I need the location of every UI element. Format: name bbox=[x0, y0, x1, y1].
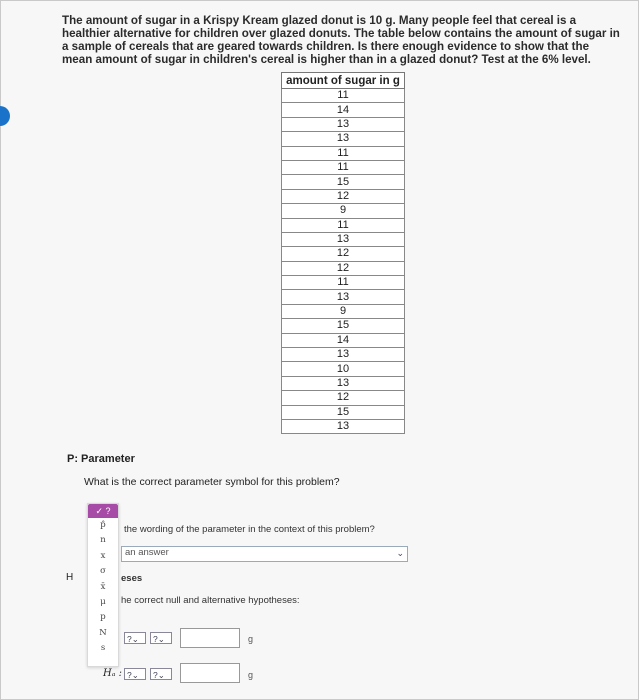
table-row bbox=[282, 189, 405, 203]
hypotheses-heading-letter: H bbox=[66, 572, 74, 583]
table-cell: 14 bbox=[282, 103, 405, 117]
h0-param-dropdown[interactable]: ?⌄ bbox=[124, 632, 146, 644]
table-row bbox=[282, 175, 405, 189]
table-cell: 14 bbox=[282, 333, 405, 347]
answer-select[interactable] bbox=[121, 546, 408, 562]
table-cell: 11 bbox=[282, 146, 405, 160]
hypotheses-heading: eses bbox=[121, 573, 143, 584]
table-row bbox=[282, 218, 405, 232]
table-row bbox=[282, 117, 405, 131]
table-header: amount of sugar in g bbox=[282, 73, 405, 89]
table-row bbox=[282, 348, 405, 362]
table-cell: 13 bbox=[282, 117, 405, 131]
table-row bbox=[282, 103, 405, 117]
ha-unit: g bbox=[248, 670, 254, 680]
table-cell: 15 bbox=[282, 319, 405, 333]
ha-operator-value: ? bbox=[153, 670, 158, 680]
table-cell: 13 bbox=[282, 232, 405, 246]
hypotheses-instruction: he correct null and alternative hypotheses: bbox=[121, 595, 300, 606]
palette-header[interactable]: ✓ ? bbox=[88, 504, 118, 518]
table-row bbox=[282, 204, 405, 218]
ha-label: Hₐ : bbox=[103, 668, 123, 679]
palette-symbol[interactable]: μ bbox=[100, 596, 106, 607]
palette-symbol[interactable]: σ bbox=[100, 566, 106, 577]
chevron-down-icon: ⌄ bbox=[396, 548, 404, 558]
h0-operator-dropdown[interactable]: ?⌄ bbox=[150, 632, 172, 644]
section-label: P: Parameter bbox=[67, 453, 135, 465]
table-cell: 12 bbox=[282, 189, 405, 203]
ha-value-input[interactable] bbox=[180, 663, 240, 683]
table-cell: 10 bbox=[282, 362, 405, 376]
parameter-question: What is the correct parameter symbol for this problem? bbox=[84, 476, 340, 488]
h0-operator-value: ? bbox=[153, 634, 158, 644]
palette-symbol[interactable]: x̄ bbox=[100, 581, 106, 592]
table-cell: 15 bbox=[282, 405, 405, 419]
table-row bbox=[282, 290, 405, 304]
table-row bbox=[282, 319, 405, 333]
table-row bbox=[282, 405, 405, 419]
table-cell: 15 bbox=[282, 175, 405, 189]
table-row bbox=[282, 247, 405, 261]
ha-operator-dropdown[interactable]: ?⌄ bbox=[150, 668, 172, 680]
table-cell: 9 bbox=[282, 204, 405, 218]
table-row bbox=[282, 376, 405, 390]
palette-symbol[interactable]: x bbox=[100, 550, 106, 561]
table-row bbox=[282, 362, 405, 376]
table-cell: 12 bbox=[282, 391, 405, 405]
table-cell: 13 bbox=[282, 419, 405, 433]
h0-value-input[interactable] bbox=[180, 628, 240, 648]
table-row bbox=[282, 89, 405, 103]
palette-symbol[interactable]: p̂ bbox=[100, 520, 106, 530]
h0-param-value: ? bbox=[127, 634, 132, 644]
table-cell: 13 bbox=[282, 290, 405, 304]
table-cell: 13 bbox=[282, 132, 405, 146]
table-row bbox=[282, 146, 405, 160]
symbol-palette bbox=[87, 503, 119, 667]
table-row bbox=[282, 132, 405, 146]
palette-symbol[interactable]: p bbox=[100, 612, 106, 623]
table-row bbox=[282, 304, 405, 318]
table-row bbox=[282, 232, 405, 246]
table-cell: 12 bbox=[282, 247, 405, 261]
h0-unit: g bbox=[248, 634, 254, 644]
ha-param-value: ? bbox=[127, 670, 132, 680]
table-cell: 11 bbox=[282, 89, 405, 103]
palette-symbol[interactable]: N bbox=[99, 627, 107, 638]
table-row bbox=[282, 160, 405, 174]
answer-select-value: an answer bbox=[125, 547, 169, 558]
palette-symbol[interactable]: s bbox=[100, 643, 106, 654]
table-row bbox=[282, 261, 405, 275]
table-cell: 12 bbox=[282, 261, 405, 275]
ha-param-dropdown[interactable]: ?⌄ bbox=[124, 668, 146, 680]
table-cell: 13 bbox=[282, 376, 405, 390]
table-cell: 11 bbox=[282, 160, 405, 174]
question-text: The amount of sugar in a Krispy Kream glazed donut is 10 g. Many people feel that cereal is a healthier alternative for children over glazed donuts. The table below contains the amount of sugar in a sample of cereals that are geared towards children. Is there enough evidence to show that the mean amount of sugar in children's cereal is higher than in a glazed donut? Test at the 6% level. bbox=[62, 14, 620, 66]
table-cell: 13 bbox=[282, 348, 405, 362]
palette-symbol[interactable]: n bbox=[100, 535, 106, 546]
table-row bbox=[282, 276, 405, 290]
table-row bbox=[282, 419, 405, 433]
table-cell: 11 bbox=[282, 218, 405, 232]
table-row bbox=[282, 333, 405, 347]
wording-prompt: the wording of the parameter in the context of this problem? bbox=[124, 524, 375, 535]
sugar-table bbox=[281, 72, 405, 434]
table-row bbox=[282, 391, 405, 405]
table-cell: 9 bbox=[282, 304, 405, 318]
table-cell: 11 bbox=[282, 276, 405, 290]
